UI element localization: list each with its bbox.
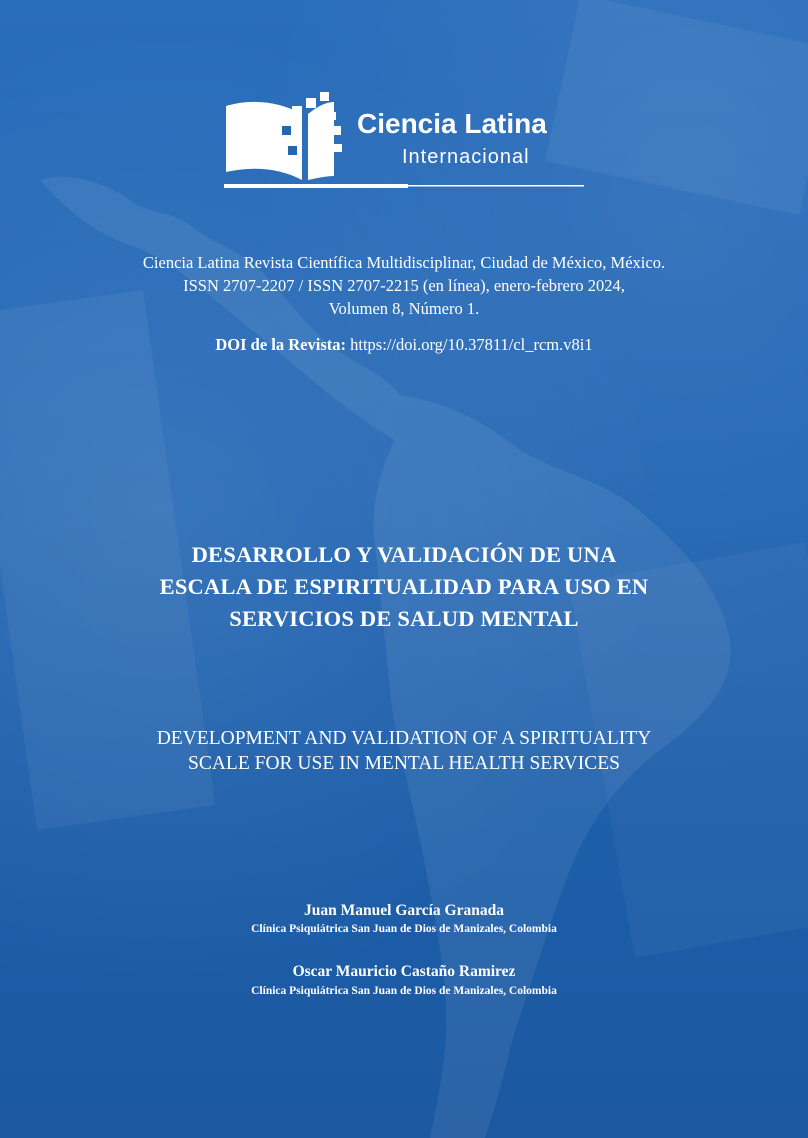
background-device-shape	[545, 0, 808, 215]
title-es-line-3: SERVICIOS DE SALUD MENTAL	[229, 606, 579, 631]
title-en-line-2: SCALE FOR USE IN MENTAL HEALTH SERVICES	[187, 753, 621, 774]
doi-label: DOI de la Revista:	[215, 335, 347, 354]
author-affiliation: Clínica Psiquiátrica San Juan de Dios de Manizales, Colombia	[251, 923, 557, 935]
journal-line-1: Ciencia Latina Revista Científica Multidisciplinar, Ciudad de México, México.	[142, 253, 666, 272]
open-book-icon	[226, 102, 302, 180]
journal-line-3: Volumen 8, Número 1.	[328, 299, 480, 318]
title-es-line-1: DESARROLLO Y VALIDACIÓN DE UNA	[191, 542, 617, 567]
title-en-line-1: DEVELOPMENT AND VALIDATION OF A SPIRITUALITY	[156, 728, 652, 749]
brand-subtitle: Internacional	[402, 146, 530, 168]
ciencia-latina-logo	[222, 92, 584, 192]
doi-link[interactable]: https://doi.org/10.37811/cl_rcm.v8i1	[350, 335, 593, 354]
author-name: Oscar Mauricio Castaño Ramirez	[292, 963, 516, 980]
title-es-line-2: ESCALA DE ESPIRITUALIDAD PARA USO EN	[159, 574, 649, 599]
journal-doi	[0, 335, 808, 355]
journal-line-2: ISSN 2707-2207 / ISSN 2707-2215 (en línea), enero-febrero 2024,	[183, 276, 625, 295]
brand-name: Ciencia Latina	[357, 108, 547, 139]
author-name: Juan Manuel García Granada	[304, 902, 504, 919]
author-affiliation: Clínica Psiquiátrica San Juan de Dios de Manizales, Colombia	[251, 985, 557, 997]
